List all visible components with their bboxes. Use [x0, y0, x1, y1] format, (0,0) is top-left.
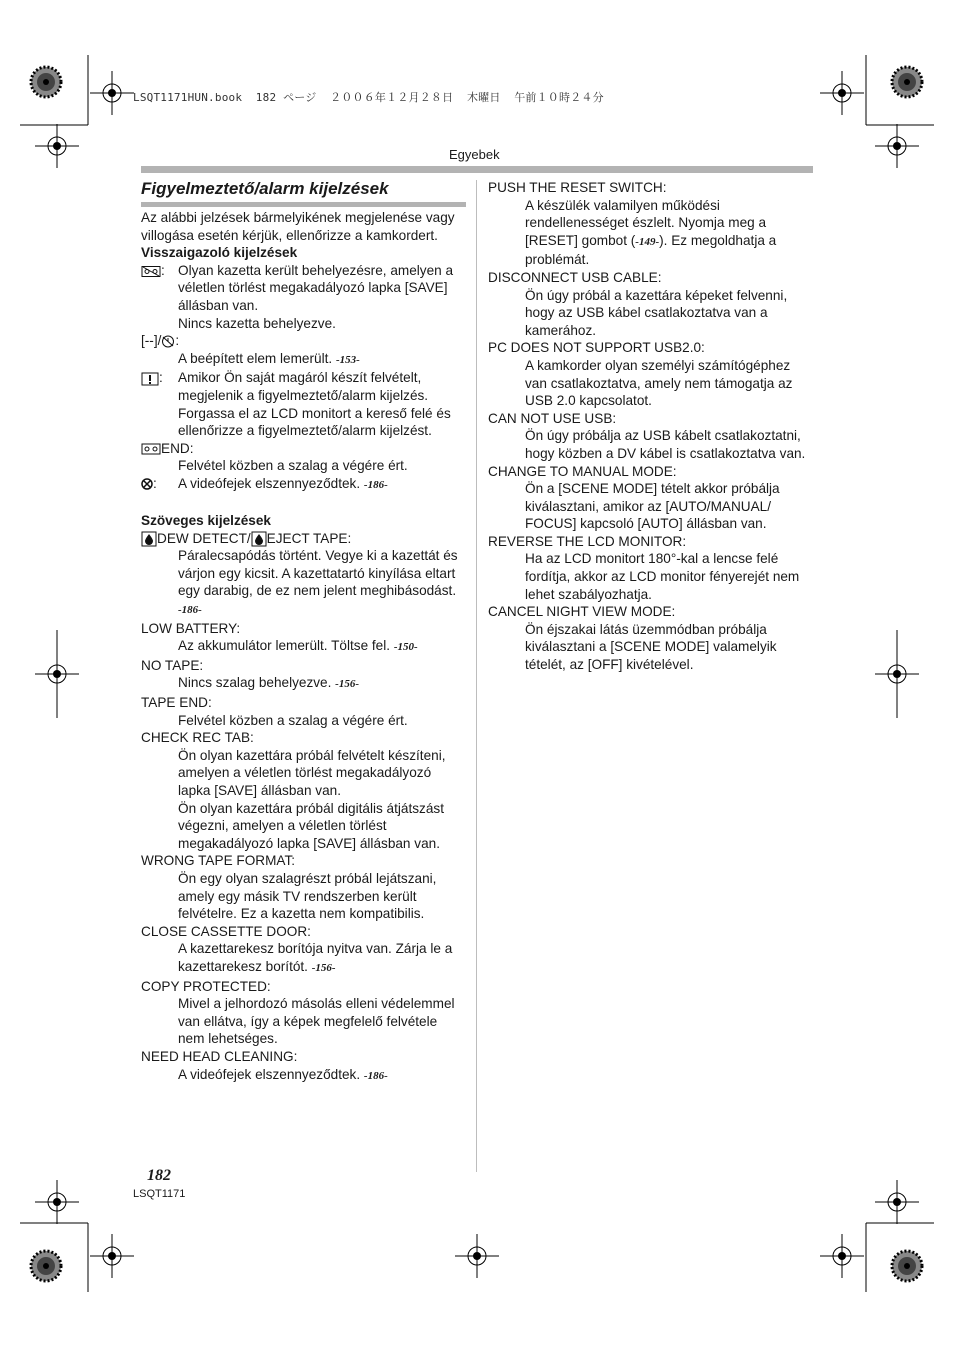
top-rule: [141, 166, 813, 173]
text-item-label: PC DOES NOT SUPPORT USB2.0:: [488, 340, 705, 356]
page-ref: -156-: [311, 961, 336, 974]
confirm-heading: Visszaigazoló kijelzések: [141, 245, 298, 261]
tape-end-icon: [141, 443, 161, 455]
confirm-item: : Amikor Ön saját magáról készít felvételt, megjelenik a figyelmeztető/alarm kijelzés. Forgassa el az LCD monitort a kereső felé és ellenőrizze a figyelmeztető/alarm kijelzést.: [141, 369, 466, 439]
confirm-item-label: [--]/ :: [141, 333, 180, 349]
page-ref: -186-: [178, 604, 202, 617]
doc-code: LSQT1171: [133, 1188, 186, 1200]
text-item-label: WRONG TAPE FORMAT:: [141, 853, 296, 869]
title-rule: [141, 202, 466, 207]
text-item-label: DISCONNECT USB CABLE:: [488, 269, 662, 285]
text-item-text: Mivel a jelhordozó másolás elleni védelemmel van ellátva, így a képek megfelelő felvétele nem lehetséges.: [178, 996, 455, 1047]
confirm-item-text: A videófejek elszennyeződtek. -186-: [178, 475, 388, 491]
confirm-item-text: A beépített elem lemerült. -153-: [178, 350, 360, 366]
text-item-text: Ön olyan kazettára próbál felvételt készíteni, amelyen a véletlen törlést megakadályozó lapka [SAVE] állásban van.: [178, 747, 446, 798]
text-heading: Szöveges kijelzések: [141, 513, 271, 529]
right-column: [488, 179, 813, 674]
text-item-text: Az akkumulátor lemerült. Töltse fel. -150-: [178, 638, 418, 654]
text-item-label: LOW BATTERY:: [141, 620, 241, 636]
section-label: Egyebek: [449, 147, 500, 162]
column-divider: [476, 180, 477, 1172]
text-item-text: Ha az LCD monitort 180°-kal a lencse felé fordítja, akkor az LCD monitor fényerejét nem lehet szabályozhatja.: [525, 551, 800, 602]
intro-text: Az alábbi jelzések bármelyikének megjelenése vagy villogása esetén kérjük, ellenőrizze a kamkordert.: [141, 210, 455, 243]
text-item-text: Ön egy olyan szalagrészt próbál lejátszani, amely egy másik TV rendszerben került felvételre. Ez a kazetta nem kompatibilis.: [178, 870, 437, 922]
text-item-label: NO TAPE:: [141, 657, 204, 673]
page-ref: -156-: [335, 678, 359, 691]
text-item-text: A videófejek elszennyeződtek. -186-: [178, 1066, 388, 1082]
page-ref: -150-: [393, 641, 418, 654]
confirm-item: : A videófejek elszennyeződtek. -186-: [141, 475, 466, 495]
page-ref: -149-: [635, 235, 660, 248]
print-header: LSQT1171HUN.book 182 ページ ２００６年１２月２８日 木曜日 午前１０時２４分: [133, 91, 604, 104]
clock-battery-icon: [161, 335, 175, 348]
confirm-item: : Olyan kazetta került behelyezésre, amelyen a véletlen törlést megakadályozó lapka [SAVE] állásban van. Nincs kazetta behelyezve.: [141, 262, 466, 332]
dirty-head-icon: [141, 478, 153, 490]
text-item-label: DEW DETECT/ EJECT TAPE:: [141, 530, 466, 548]
text-item-text: Ön úgy próbál a kazettára képeket felvenni, hogy az USB kábel csatlakoztatva van a kamerához.: [525, 287, 788, 338]
text-item-label: CAN NOT USE USB:: [488, 410, 617, 426]
page-ref: -186-: [363, 1069, 388, 1082]
confirm-item-text: Olyan kazetta került behelyezésre, amelyen a véletlen törlést megakadályozó lapka [SAVE] állásban van.: [178, 262, 454, 313]
page-ref: -153-: [335, 353, 360, 366]
confirm-item-text: Amikor Ön saját magáról készít felvételt, megjelenik a figyelmeztető/alarm kijelzés. Forgassa el az LCD monitort a kereső felé és ellenőrizze a figyelmeztető/alarm kijelzést.: [178, 370, 451, 439]
text-item-text: Felvétel közben a szalag a végére ért.: [178, 712, 408, 728]
dew-drop-icon: [141, 531, 157, 547]
text-item-label: COPY PROTECTED:: [141, 978, 271, 994]
text-item-label: REVERSE THE LCD MONITOR:: [488, 533, 687, 549]
page-number: 182: [147, 1167, 171, 1184]
text-item-label: CANCEL NIGHT VIEW MODE:: [488, 604, 676, 620]
left-column: [141, 209, 466, 1085]
text-item-label: CHECK REC TAB:: [141, 730, 254, 746]
text-item-text: Ön úgy próbálja az USB kábelt csatlakoztatni, hogy közben a DV kábel is csatlakoztatva van.: [525, 428, 806, 461]
confirm-item-text: Nincs kazetta behelyezve.: [178, 315, 336, 331]
page-title: Figyelmeztető/alarm kijelzések: [141, 179, 389, 198]
page-ref: -186-: [363, 478, 388, 491]
text-item-label: NEED HEAD CLEANING:: [141, 1048, 298, 1064]
text-item-text: Ön éjszakai látás üzemmódban próbálja kiválasztani a [SCENE MODE] valamelyik tételét, az [OFF] kivételével.: [525, 621, 777, 673]
confirm-item-text: Felvétel közben a szalag a végére ért.: [178, 458, 408, 474]
tape-crossed-icon: [141, 265, 161, 278]
confirm-item-label: END:: [141, 440, 466, 458]
text-item-label: PUSH THE RESET SWITCH:: [488, 180, 667, 195]
text-item-text: Ön a [SCENE MODE] tételt akkor próbálja kiválasztani, amikor az [AUTO/MANUAL/ FOCUS] kapcsoló [AUTO] állásban van.: [525, 481, 780, 532]
exclamation-icon: [141, 372, 159, 386]
text-item-text: Páralecsapódás történt. Vegye ki a kazettát és várjon egy kicsit. A kazettatartó kinyílása eltart egy darabig, de ez nem jelent meghibásodást. -186-: [178, 548, 458, 617]
text-item-text: Nincs szalag behelyezve. -156-: [178, 675, 359, 691]
text-item-text: A kamkorder olyan személyi számítógéphez van csatlakoztatva, amely nem támogatja az USB 2.0 kapcsolatot.: [525, 357, 793, 409]
text-item-label: CLOSE CASSETTE DOOR:: [141, 923, 311, 939]
text-item-label: TAPE END:: [141, 695, 212, 711]
text-item-text: A kazettarekesz borítója nyitva van. Zárja le a kazettarekesz borítót. -156-: [178, 941, 453, 974]
text-item-label: CHANGE TO MANUAL MODE:: [488, 463, 677, 479]
text-item-text: A készülék valamilyen működési rendellenességet észlelt. Nyomja meg a [RESET] gombot (-149-). Ez megoldhatja a problémát.: [525, 197, 777, 268]
dew-drop-icon: [251, 531, 267, 547]
text-item-text: Ön olyan kazettára próbál digitális átjátszást végezni, amelyen a véletlen törlést megakadályozó lapka [SAVE] állásban van.: [178, 800, 444, 851]
